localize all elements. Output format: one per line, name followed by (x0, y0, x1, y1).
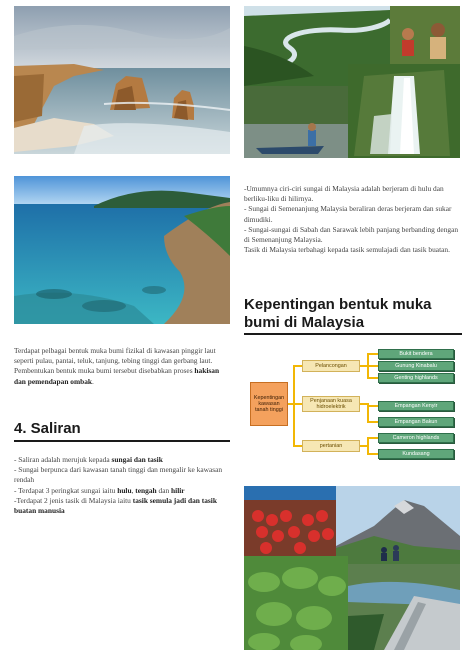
saliran-list (14, 455, 232, 516)
mindmap-root: Kepentingan kawasan tanah tinggi (250, 382, 288, 426)
river-characteristics-text (244, 184, 462, 255)
text-line: - Sungai di Semenanjung Malaysia beraliran deras berjeram dan sukar dimudiki. (244, 204, 452, 224)
heading-kepentingan: Kepentingan bentuk muka bumi di Malaysia (244, 296, 432, 331)
text-line: Terdapat pelbagai bentuk muka bumi fizikal di kawasan pinggir laut seperti pulau, pantai, teluk, tanjung, tebing tinggi dan gerbang laut. (14, 346, 216, 366)
text-span: . (92, 376, 94, 386)
text-span: dan (156, 485, 172, 495)
text-span: - Terdapat 3 peringkat sungai iaitu (14, 485, 118, 495)
text-span: -Terdapat 2 jenis tasik di Malaysia iaitu (14, 495, 133, 505)
list-item (14, 455, 232, 465)
text-line: - Sungai-sungai di Sabah dan Sarawak lebih panjang berbanding dengan di Semenanjung Malaysia. (244, 224, 459, 245)
list-item (14, 486, 232, 496)
photo-sea-stacks (14, 6, 230, 154)
landform-paragraph (14, 346, 232, 387)
text-span: - Saliran adalah merujuk kepada (14, 455, 112, 464)
heading-underline (244, 333, 462, 335)
mindmap-leaf: Kundasang (378, 449, 454, 459)
photo-highland-collage (244, 486, 460, 650)
heading-saliran: 4. Saliran (14, 420, 81, 437)
bold-term: sungai dan tasik (111, 455, 163, 464)
bold-term: hilir (171, 485, 185, 495)
mindmap-leaf: Genting highlands (378, 373, 454, 383)
text-span: , (131, 485, 136, 495)
mindmap-leaf: Gunung Kinabalu (378, 361, 454, 371)
photo-tropical-coast (14, 176, 230, 324)
mindmap-highland-importance (244, 346, 462, 464)
photo-river-collage (244, 6, 460, 158)
text-line: -Umumnya ciri-ciri sungai di Malaysia adalah berjeram di hulu dan berliku-liku di hilirnya. (244, 184, 444, 204)
mindmap-branch-pelancongan: Pelancongan (302, 360, 360, 372)
mindmap-leaf: Bukit bendera (378, 349, 454, 359)
list-item (14, 496, 232, 516)
mindmap-leaf: Cameron highlands (378, 433, 454, 443)
text-line (14, 366, 232, 386)
list-item: - Sungai berpunca dari kawasan tanah tinggi dan mengalir ke kawasan rendah (14, 465, 223, 485)
bold-term: tasik semula jadi dan tasik buatan manusia (14, 495, 217, 516)
text-span: Pembentukan bentuk muka bumi tersebut disebabkan proses (14, 366, 195, 376)
heading-underline (14, 440, 230, 442)
mindmap-branch-pertanian: pertanian (302, 440, 360, 452)
mindmap-leaf: Empangan Kenyir (378, 401, 454, 411)
bold-term: tengah (135, 485, 157, 495)
text-line: Tasik di Malaysia terbahagi kepada tasik semulajadi dan tasik buatan. (244, 245, 450, 255)
mindmap-branch-hidroelektrik: Penjanaan kuasa hidroelektrik (302, 396, 360, 412)
mindmap-leaf: Empangan Bakun (378, 417, 454, 427)
bold-term: hulu (117, 485, 132, 495)
bold-term: hakisan dan pemendapan ombak (14, 366, 220, 386)
